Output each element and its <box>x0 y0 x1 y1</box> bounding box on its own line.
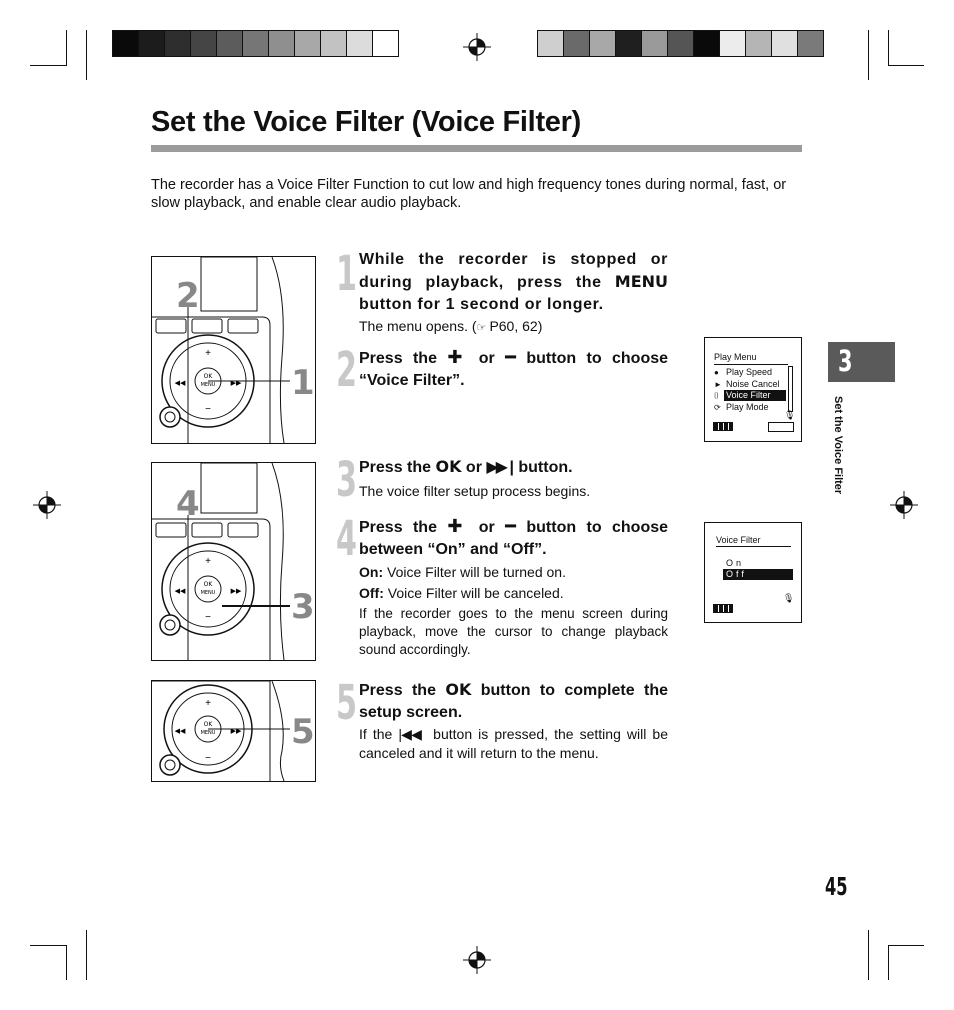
fast-forward-icon: ▶▶ <box>486 459 505 476</box>
svg-text:−: − <box>205 753 211 764</box>
intro-text: The recorder has a Voice Filter Function to cut low and high frequency tones during normal, fast, or slow playback, and enable clear audio playback. <box>151 177 787 211</box>
lcd-voice-filter <box>704 522 802 623</box>
device-illustration-complete <box>151 680 316 782</box>
menu-key-label: MENU <box>200 730 216 736</box>
rewind-icon: |◀◀ <box>398 726 422 742</box>
reference-icon: ☞ <box>476 322 490 334</box>
step-4-heading: Press the ✚ or ━ button to choose between “On” and “Off”. <box>359 516 669 558</box>
step-5-heading: Press the OK button to complete the setup screen. <box>359 680 669 721</box>
step-4-note: If the recorder goes to the menu screen during playback, move the cursor to change playback sound accordingly. <box>359 606 668 657</box>
minus-key-icon: ━ <box>505 516 516 536</box>
color-bar-swatch <box>373 31 398 56</box>
menu-key-label: MENU <box>200 590 216 596</box>
lcd-voice-filter-title: Voice Filter <box>716 535 761 545</box>
ok-key-glyph: OK <box>435 457 462 476</box>
step-number-3: 3 <box>336 452 358 508</box>
registration-mark-right <box>890 491 918 519</box>
plus-key-icon: ✚ <box>447 516 469 536</box>
step-3-desc: The voice filter setup process begins. <box>359 483 591 499</box>
color-bar-swatch <box>694 31 720 56</box>
color-bar-swatch <box>564 31 590 56</box>
step-number-4: 4 <box>336 511 358 567</box>
svg-text:◀◀: ◀◀ <box>174 380 186 387</box>
color-bar-swatch <box>113 31 139 56</box>
page-title: Set the Voice Filter (Voice Filter) <box>151 106 581 138</box>
color-bar-swatch <box>139 31 165 56</box>
title-rule <box>151 145 802 152</box>
svg-text:◀◀: ◀◀ <box>174 728 186 735</box>
plus-key-icon: ✚ <box>447 347 469 367</box>
step-1-heading: While the recorder is stopped or during playback, press the MENU button for 1 second or longer. <box>359 251 668 313</box>
registration-mark-bottom <box>463 946 491 974</box>
svg-text:▶▶: ▶▶ <box>230 588 242 595</box>
lcd-play-menu <box>704 337 802 442</box>
step-number-1: 1 <box>336 246 358 302</box>
lcd-menu-item: Voice Filter <box>724 390 786 401</box>
callout-4: 4 <box>176 484 200 524</box>
color-bar-swatch <box>720 31 746 56</box>
color-bar-swatch <box>772 31 798 56</box>
battery-icon <box>713 604 733 613</box>
callout-1: 1 <box>291 363 315 403</box>
lcd-option: Off <box>723 569 793 580</box>
color-bar-swatch <box>217 31 243 56</box>
color-bar-swatch <box>269 31 295 56</box>
step-3-heading: Press the OK or ▶▶ | button. <box>359 457 573 476</box>
ok-key-label: OK <box>203 373 213 380</box>
color-bar-swatch <box>295 31 321 56</box>
lcd-menu-item: Play Speed <box>726 367 773 377</box>
color-bar-swatch <box>746 31 772 56</box>
color-bar-swatch <box>243 31 269 56</box>
color-bar-swatch <box>191 31 217 56</box>
color-bar-swatch <box>590 31 616 56</box>
registration-mark-left <box>33 491 61 519</box>
chapter-number: 3 <box>838 344 853 378</box>
step-4-on-line: On: Voice Filter will be turned on. <box>359 564 566 580</box>
svg-text:−: − <box>205 612 211 623</box>
callout-5: 5 <box>291 712 315 752</box>
step-number-5: 5 <box>336 675 358 731</box>
svg-text:◀◀: ◀◀ <box>174 588 186 595</box>
color-bar-swatch <box>616 31 642 56</box>
step-4-off-line: Off: Voice Filter will be canceled. <box>359 585 564 601</box>
mic-level-icon: 🎙 <box>783 593 795 603</box>
lcd-menu-item-icon: ● <box>714 368 719 377</box>
lcd-menu-item-icon: ► <box>714 379 722 389</box>
ok-key-label: OK <box>203 721 213 728</box>
lcd-menu-item: Noise Cancel <box>726 378 780 389</box>
svg-text:+: + <box>205 348 211 359</box>
callout-3: 3 <box>291 587 315 627</box>
color-bars-right <box>537 30 824 57</box>
page-number: 45 <box>825 872 848 901</box>
svg-text:−: − <box>205 404 211 415</box>
color-bar-swatch <box>165 31 191 56</box>
menu-key-label: MENU <box>200 382 216 388</box>
folder-indicator <box>768 422 794 432</box>
color-bar-swatch <box>347 31 373 56</box>
color-bar-swatch <box>642 31 668 56</box>
lcd-menu-title: Play Menu <box>714 352 757 362</box>
skip-bar-icon: | <box>509 459 514 476</box>
svg-text:+: + <box>205 698 211 709</box>
lcd-option: On <box>726 558 745 568</box>
step-2-heading: Press the ✚ or ━ button to choose “Voice Filter”. <box>359 347 669 389</box>
minus-key-icon: ━ <box>505 347 516 367</box>
color-bar-swatch <box>668 31 694 56</box>
registration-mark-top <box>463 33 491 61</box>
color-bar-swatch <box>538 31 564 56</box>
color-bars-left <box>112 30 399 57</box>
device-illustration-ok <box>151 462 316 661</box>
ok-key-glyph: OK <box>445 680 472 699</box>
mic-level-icon: 🎙 <box>784 410 796 420</box>
step-1-desc: The menu opens. (☞ P60, 62) <box>359 318 543 334</box>
lcd-menu-item-icon: ⌷ <box>714 391 719 400</box>
lcd-menu-item: Play Mode <box>726 401 769 412</box>
color-bar-swatch <box>798 31 823 56</box>
menu-key-glyph: MENU <box>614 272 668 291</box>
svg-text:▶▶: ▶▶ <box>230 728 242 735</box>
step-5-desc: If the |◀◀ button is pressed, the setting will be canceled and it will return to the menu. <box>359 726 669 761</box>
device-illustration-menu <box>151 256 316 444</box>
step-number-2: 2 <box>336 342 358 398</box>
color-bar-swatch <box>321 31 347 56</box>
side-label: Set the Voice Filter <box>832 396 844 495</box>
battery-icon <box>713 422 733 431</box>
callout-2: 2 <box>176 276 200 316</box>
svg-text:▶▶: ▶▶ <box>230 380 242 387</box>
lcd-menu-item-icon: ⟳ <box>714 402 721 412</box>
ok-key-label: OK <box>203 581 213 588</box>
svg-text:+: + <box>205 556 211 567</box>
